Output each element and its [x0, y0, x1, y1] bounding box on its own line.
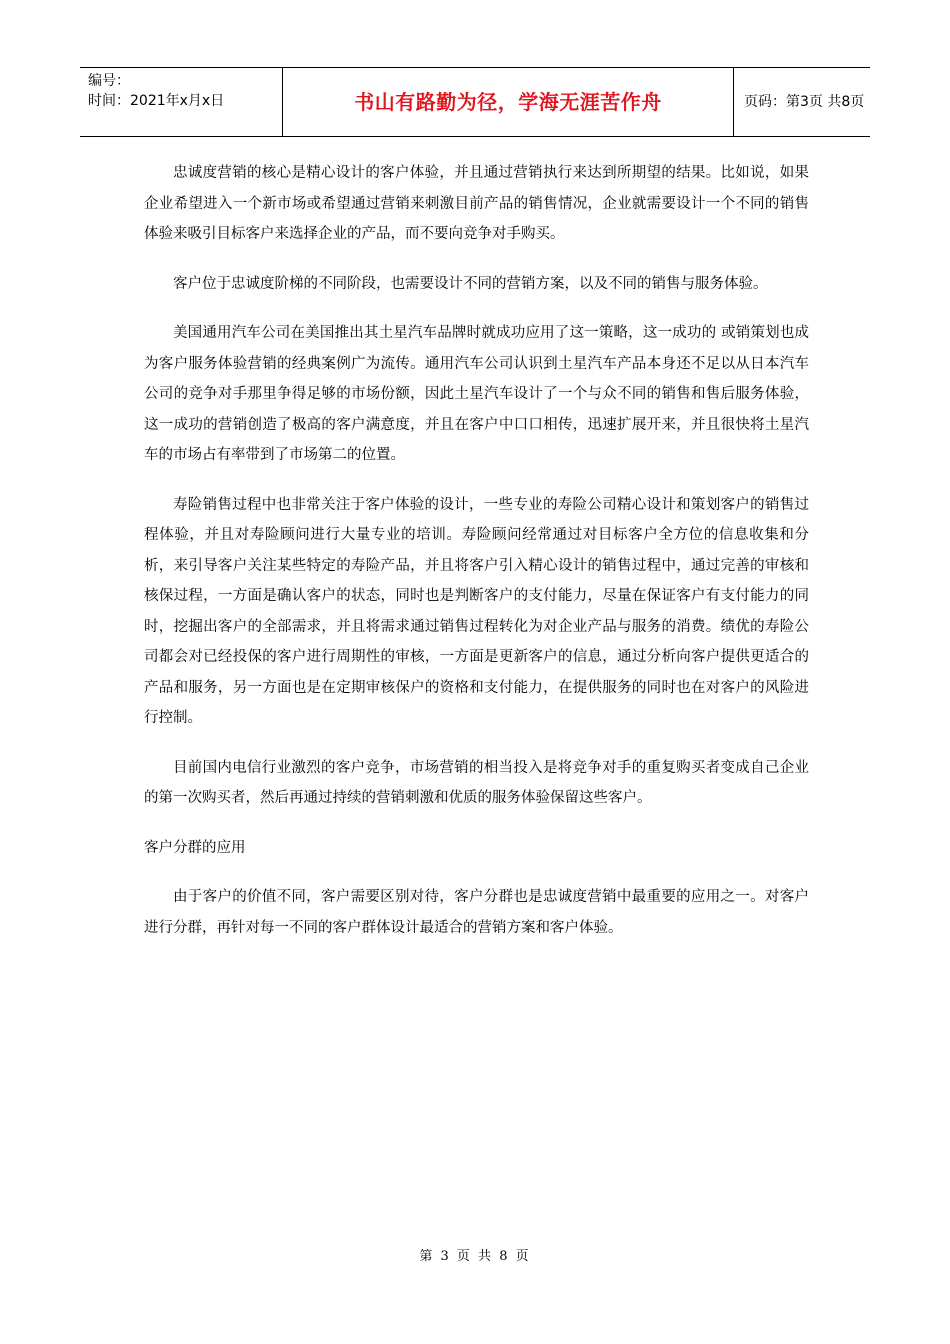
paragraph: 忠诚度营销的核心是精心设计的客户体验，并且通过营销执行来达到所期望的结果。比如说，如果企业希望进入一个新市场或希望通过营销来刺激目前产品的销售情况，企业就需要设计一个不同的销售体验来吸引目标客户来选择企业的产品，而不要向竞争对手购买。 [144, 165, 809, 242]
header-slogan: 书山有路勤为径，学海无涯苦作舟 [282, 68, 734, 136]
section-heading: 客户分群的应用 [144, 839, 246, 856]
paragraph: 客户位于忠诚度阶梯的不同阶段，也需要设计不同的营销方案，以及不同的销售与服务体验。 [173, 275, 768, 292]
paragraph: 目前国内电信行业激烈的客户竞争，市场营销的相当投入是将竞争对手的重复购买者变成自己企业的第一次购买者，然后再通过持续的营销刺激和优质的服务体验保留这些客户。 [144, 759, 809, 806]
document-number-label: 编号： [88, 73, 130, 89]
page-footer: 第 3 页 共 8 页 [419, 1249, 531, 1264]
page-header [80, 67, 870, 137]
header-page-label: 页码：第3页 共8页 [744, 94, 865, 110]
header-meta-cell [80, 68, 282, 136]
document-body [144, 158, 809, 962]
paragraph: 寿险销售过程中也非常关注于客户体验的设计，一些专业的寿险公司精心设计和策划客户的销售过程体验，并且对寿险顾问进行大量专业的培训。寿险顾问经常通过对目标客户全方位的信息收集和分析，来引导客户关注某些特定的寿险产品，并且将客户引入精心设计的销售过程中，通过完善的审核和核保过程，一方面是确认客户的状态，同时也是判断客户的支付能力，尽量在保证客户有支付能力的同时，挖掘出客户的全部需求，并且将需求通过销售过程转化为对企业产品与服务的消费。绩优的寿险公司都会对已经投保的客户进行周期性的审核，一方面是更新客户的信息，通过分析向客户提供更适合的产品和服务，另一方面也是在定期审核保户的资格和支付能力，在提供服务的同时也在对客户的风险进行控制。 [144, 496, 809, 726]
document-date-label: 时间：2021年x月x日 [88, 93, 225, 109]
paragraph: 美国通用汽车公司在美国推出其土星汽车品牌时就成功应用了这一策略，这一成功的 或销策划也成为客户服务体验营销的经典案例广为流传。通用汽车公司认识到土星汽车产品本身还不足以从日本汽车公司的竞争对手那里争得足够的市场份额，因此土星汽车设计了一个与众不同的销售和售后服务体验，这一成功的营销创造了极高的客户满意度，并且在客户中口口相传，迅速扩展开来，并且很快将土星汽车的市场占有率带到了市场第二的位置。 [144, 325, 809, 463]
paragraph: 由于客户的价值不同，客户需要区别对待，客户分群也是忠诚度营销中最重要的应用之一。对客户进行分群，再针对每一不同的客户群体设计最适合的营销方案和客户体验。 [144, 889, 809, 936]
